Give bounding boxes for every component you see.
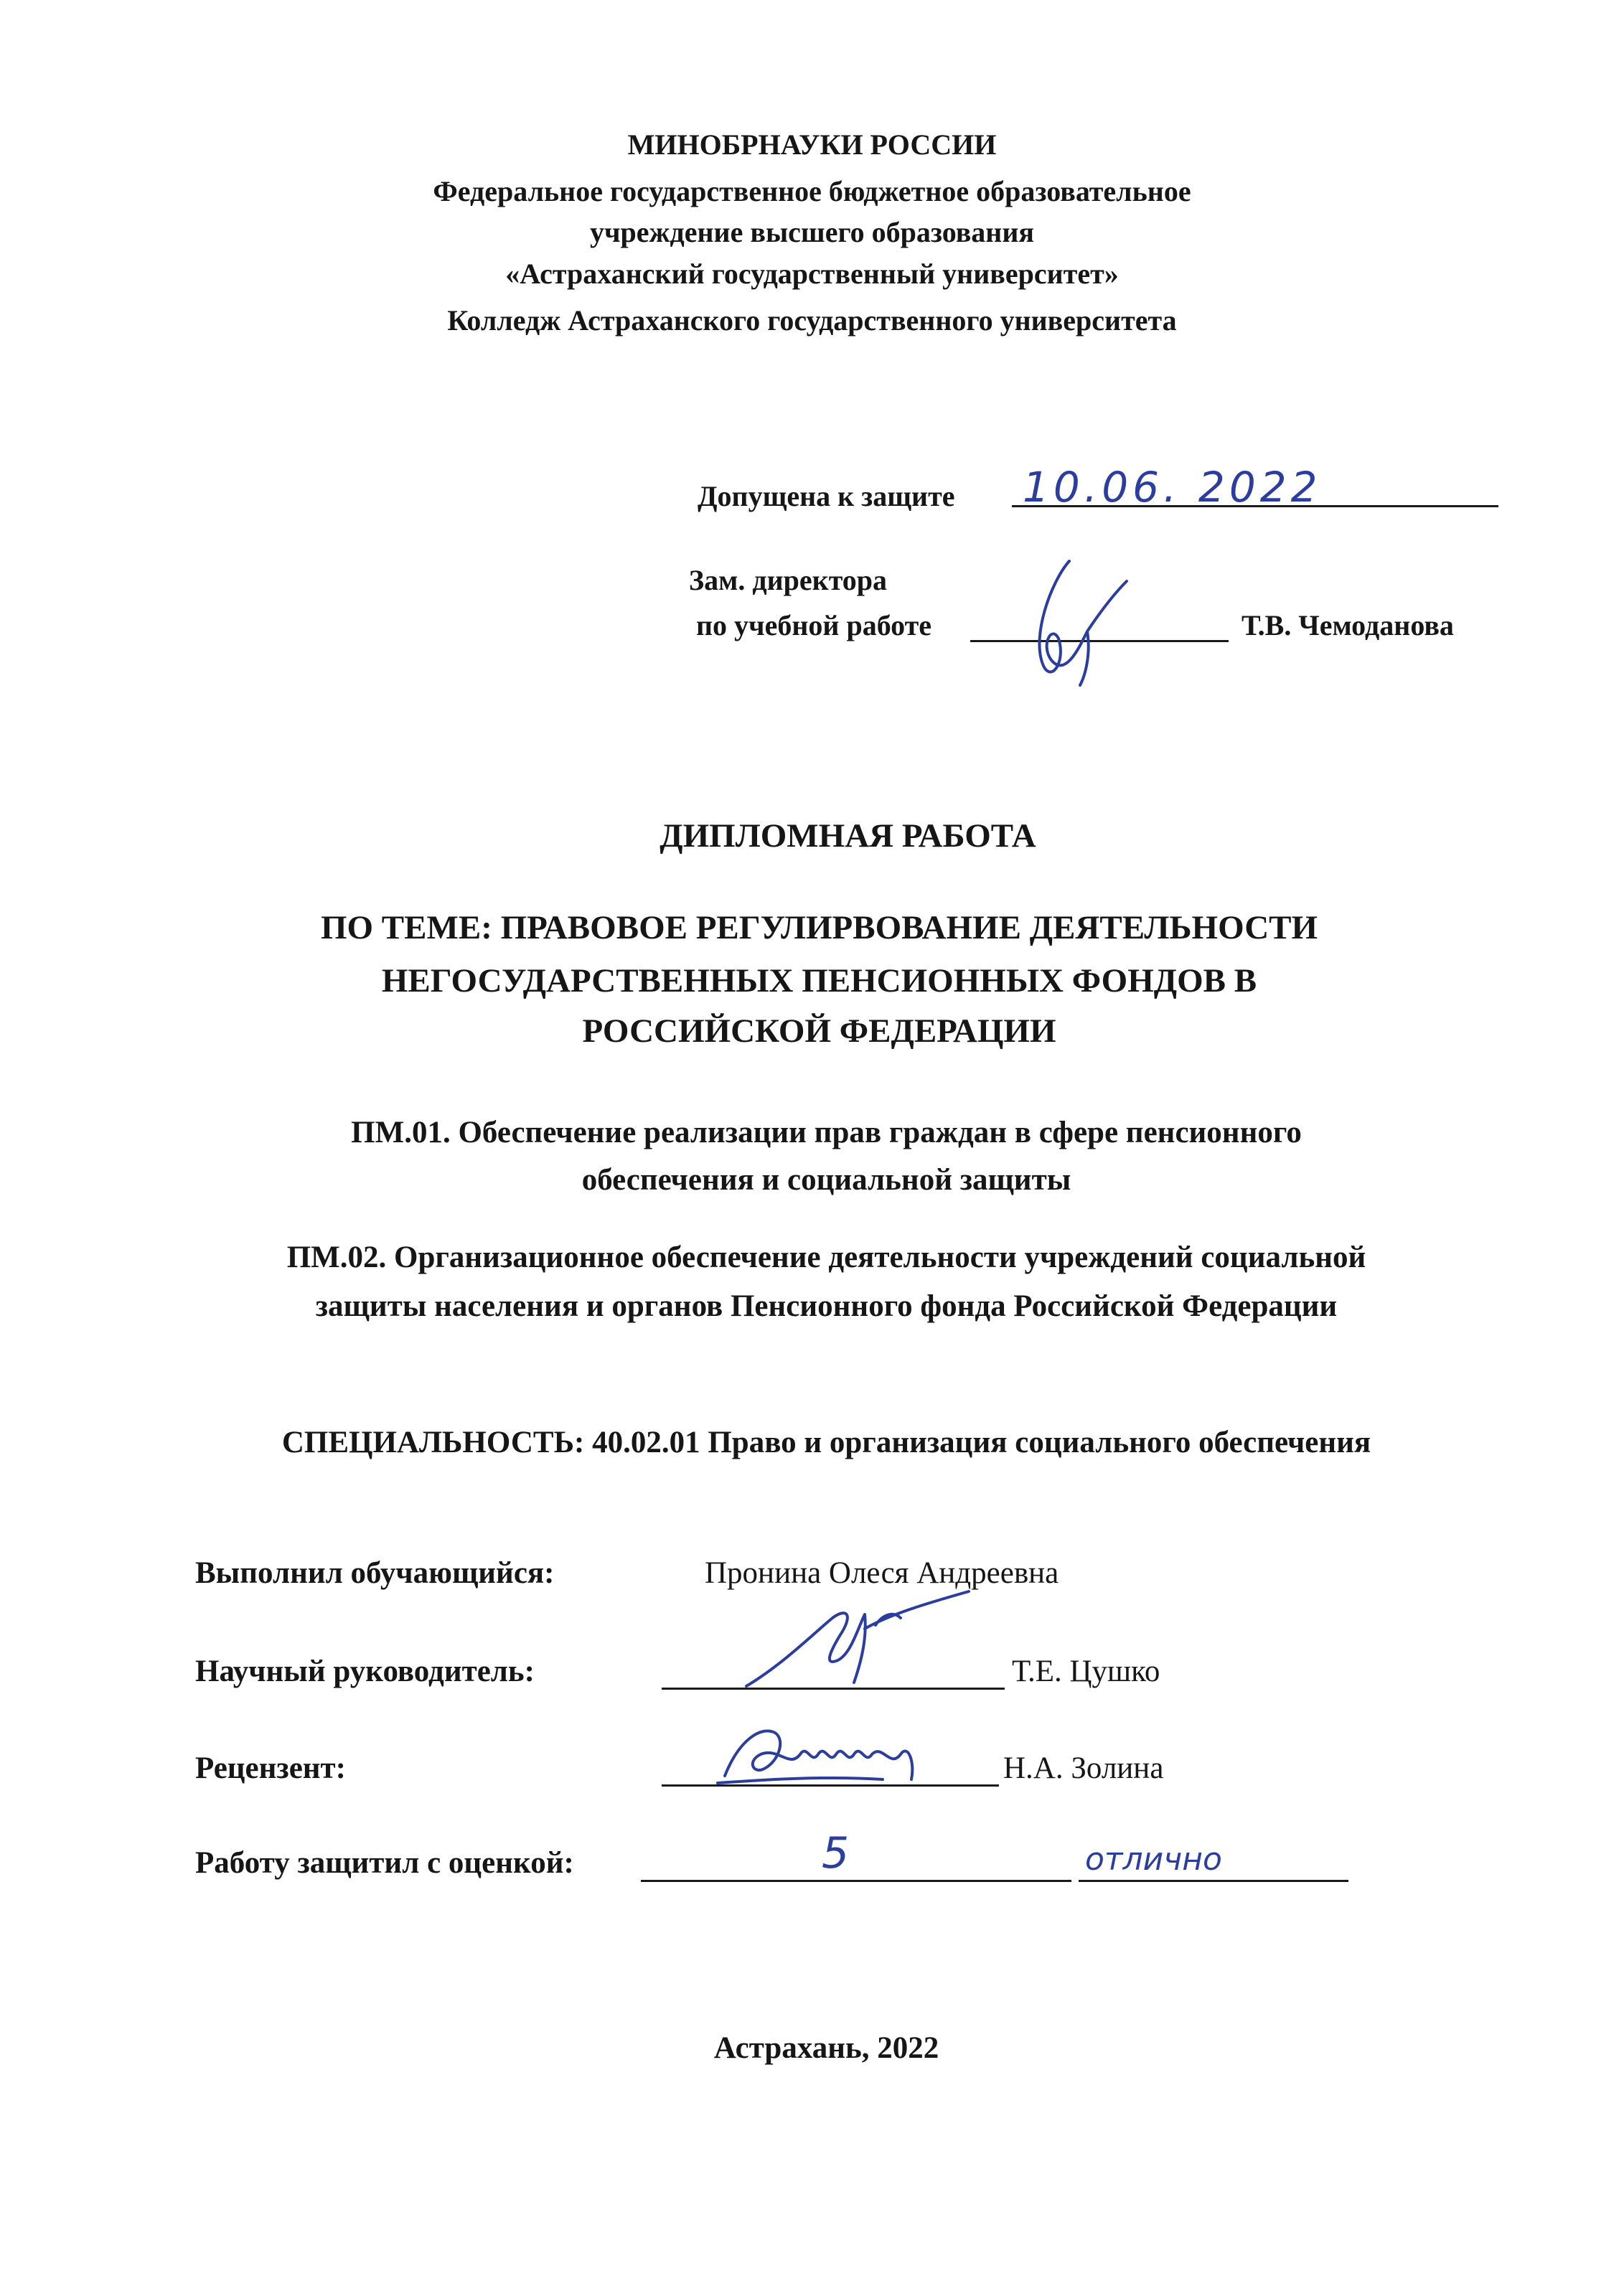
supervisor-name: Т.Е. Цушко [1012, 1655, 1160, 1688]
deputy-name: Т.В. Чемоданова [1242, 609, 1454, 641]
deputy-signature [1001, 552, 1145, 696]
supervisor-signature [739, 1586, 976, 1700]
reviewer-signature [710, 1711, 940, 1790]
reviewer-label: Рецензент: [195, 1751, 347, 1785]
student-label: Выполнил обучающийся: [195, 1556, 555, 1590]
topic-line-1: ПО ТЕМЕ: ПРАВОВОЕ РЕГУЛИРВОВАНИЕ ДЕЯТЕЛЬНОСТИ [320, 909, 1318, 946]
college-name: Колледж Астраханского государственного университета [447, 304, 1177, 337]
grade-label: Работу защитил с оценкой: [195, 1846, 574, 1880]
student-name: Пронина Олеся Андреевна [705, 1556, 1059, 1590]
grade-word-line [1079, 1880, 1348, 1882]
city-year: Астрахань, 2022 [713, 2031, 939, 2065]
grade-handwritten: 5 [822, 1828, 850, 1878]
specialty-line [14, 1425, 1624, 1460]
supervisor-label: Научный руководитель: [195, 1655, 535, 1688]
module-pm02-line-2: защиты населения и органов Пенсионного фонда Российской Федерации [315, 1289, 1338, 1323]
topic-line-2: НЕГОСУДАРСТВЕННЫХ ПЕНСИОННЫХ ФОНДОВ В [381, 962, 1257, 999]
topic-line-3: РОССИЙСКОЙ ФЕДЕРАЦИИ [582, 1012, 1056, 1050]
deputy-title: Зам. директора [689, 564, 888, 596]
module-pm01-line-2: обеспечения и социальной защиты [581, 1163, 1071, 1197]
ministry-line: МИНОБРНАУКИ РОССИИ [627, 128, 997, 161]
deputy-title-2: по учебной работе [696, 609, 932, 641]
module-pm02-line-1: ПМ.02. Организационное обеспечение деятельности учреждений социальной [286, 1241, 1366, 1274]
university-name: «Астраханский государственный университет» [505, 258, 1119, 290]
work-type-title: ДИПЛОМНАЯ РАБОТА [660, 817, 1036, 855]
grade-line [641, 1880, 1071, 1882]
institution-type-line: учреждение высшего образования [589, 216, 1035, 248]
specialty-value: 40.02.01 Право и организация социального обеспечения [592, 1426, 1371, 1459]
institution-line: Федеральное государственное бюджетное образовательное [433, 175, 1191, 207]
grade-word-handwritten: отлично [1085, 1841, 1222, 1878]
reviewer-name: Н.А. Золина [1003, 1751, 1164, 1785]
admitted-label: Допущена к защите [698, 480, 955, 512]
module-pm01-line-1: ПМ.01. Обеспечение реализации прав граждан в сфере пенсионного [351, 1116, 1302, 1149]
admitted-date-handwritten: 10.06. 2022 [1023, 463, 1322, 512]
specialty-label: СПЕЦИАЛЬНОСТЬ: [281, 1426, 585, 1459]
